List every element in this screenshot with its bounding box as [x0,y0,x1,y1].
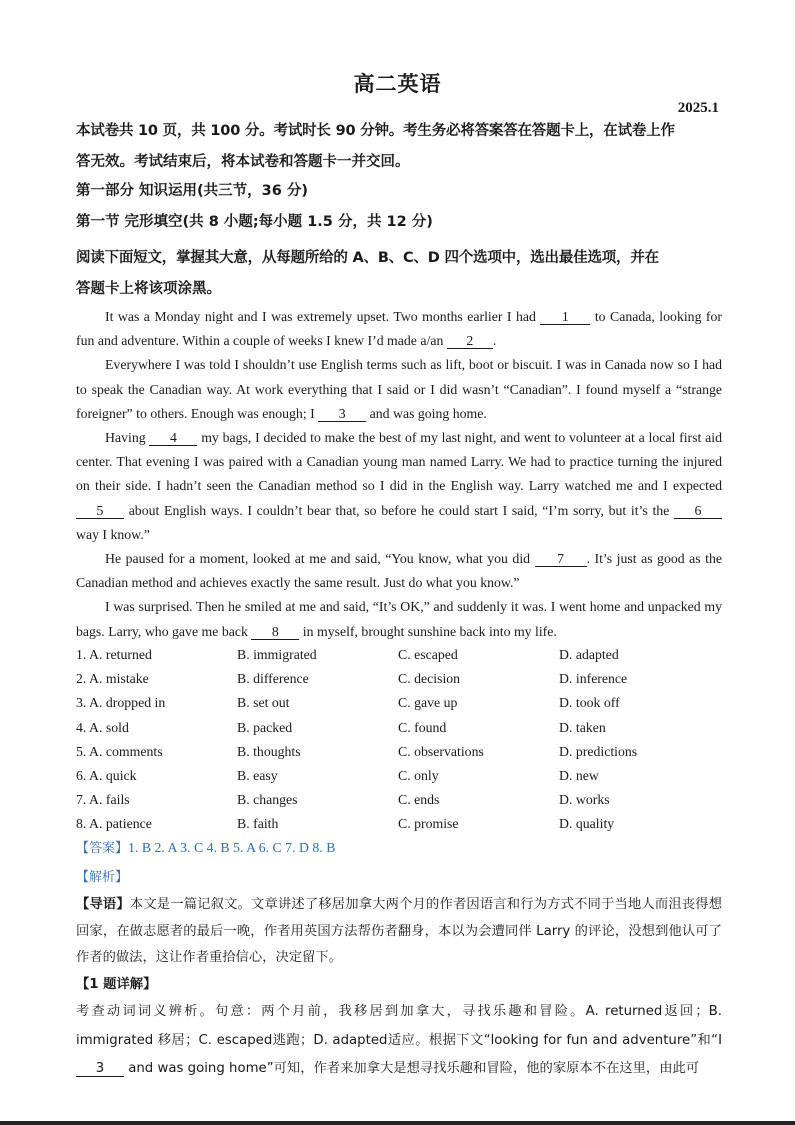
passage-paragraph [76,426,722,547]
option-d: D. predictions [559,743,638,759]
option-a: 3. A. dropped in [76,695,166,711]
option-d: D. taken [559,719,606,735]
option-c: C. only [398,768,439,784]
option-d: D. new [559,768,599,784]
option-row-7 [76,788,722,812]
options-list [76,643,722,837]
passage-text: to Canada, looking for fun and adventure. Within a couple of weeks I knew I’d made a/an [76,309,723,349]
detail-1-label: 【1 题详解】 [76,976,157,992]
passage-text: about English ways. I couldn’t bear that, so before he could start I said, “I’m sorry, but it’s the [128,502,670,518]
guide-text: 本文是一篇记叙文。文章讲述了移居加拿大两个月的作者因语言和行为方式不同于当地人而沮丧得想回家，在做志愿者的最后一晚，作者用英国方法帮伤者翻身，本以为会遭同伴 Larry 的评论，没想到他认可了作者的做法，这让作者重拾信心，决定留下。 [76,897,723,965]
answer-label: 【答案】 [76,841,129,856]
passage-text: . It’s just as good as the Canadian method and achieves exactly the same result. Just do what you know.” [76,551,722,591]
blank-6: 6 [674,503,722,519]
analysis-label: 【解析】 [76,870,129,885]
blank-7: 7 [535,551,587,567]
analysis-block [76,892,722,1084]
passage-text: I was surprised. Then he smiled at me and said, “It’s OK,” and suddenly it was. I went home and unpacked my bags. Larry, who gave me back [76,599,722,639]
detail-1-text: 考查动词词义辨析。句意：两个月前，我移居到加拿大，寻找乐趣和冒险。A. returned返回；B. immigrated 移居；C. escaped逃跑；D. adapted适应。根据下文“looking for fun and adventure”和“I [76,1004,722,1048]
detail-1-paragraph [76,998,722,1084]
option-row-6 [76,764,722,788]
option-d: D. inference [559,671,628,687]
passage-text: Having [105,430,146,446]
option-c: C. escaped [398,647,458,662]
direction-line-1: 阅读下面短文，掌握其大意，从每题所给的 A、B、C、D 四个选项中，选出最佳选项，并在 [76,250,659,266]
cloze-passage [76,305,722,644]
guide-label: 【导语】 [76,897,130,912]
option-b: B. thoughts [237,743,301,759]
passage-text: and was going home. [369,405,487,421]
option-row-4 [76,716,722,740]
option-c: C. promise [398,816,459,832]
passage-text: Everywhere I was told I shouldn’t use English terms such as lift, boot or biscuit. I was in Canada now so I had to speak the Canadian way. At work everything that I said or I did wasn’t “Canadian”. I found myself a “strange foreigner” to others. Enough was enough; I [76,357,722,421]
option-b: B. difference [237,671,309,687]
option-b: B. changes [237,792,298,808]
blank-8: 8 [251,624,299,640]
passage-text: It was a Monday night and I was extremely upset. Two months earlier I had [105,309,536,324]
option-a: 5. A. comments [76,743,163,759]
option-b: B. set out [237,695,290,711]
option-d: D. works [559,792,610,808]
option-row-3 [76,691,722,715]
blank-2: 2 [447,333,493,349]
analysis-line [76,865,722,890]
passage-text: way I know.” [76,526,150,542]
direction-line-2: 答题卡上将该项涂黑。 [76,281,221,297]
option-a: 4. A. sold [76,719,129,735]
option-c: C. found [398,719,447,735]
blank-1: 1 [540,309,590,325]
passage-paragraph [76,353,722,426]
exam-date: 2025.1 [677,100,719,116]
page-bottom-rule [0,1121,795,1125]
answer-line [76,836,722,861]
option-a: 8. A. patience [76,816,152,832]
passage-paragraph [76,305,722,353]
section-headings [76,176,722,238]
passage-text: my bags, I decided to make the best of my last night, and went to volunteer at a local first aid center. That evening I was paired with a Canadian young man named Larry. We had to practice turning the injured on their side. I hadn’t seen the Canadian method so I did in the English way. Larry watched me and I expected [76,430,722,494]
option-c: C. decision [398,671,461,687]
option-a: 6. A. quick [76,768,137,784]
instruction-line-1: 本试卷共 10 页，共 100 分。考试时长 90 分钟。考生务必将答案答在答题卡上，在试卷上作 [76,123,675,139]
option-b: B. easy [237,768,278,784]
detail-1-text: and was going home”可知，作者来加拿大是想寻找乐趣和冒险，他的家原本不在这里，由此可 [128,1061,700,1076]
passage-paragraph [76,595,722,643]
option-d: D. quality [559,816,615,832]
guide-paragraph [76,892,722,972]
option-row-8 [76,812,722,836]
option-a: 2. A. mistake [76,671,149,687]
passage-text: . [492,333,497,349]
answer-block [76,836,722,890]
detail-1-blank: 3 [76,1061,124,1077]
option-a: 1. A. returned [76,647,152,662]
passage-paragraph [76,547,722,595]
passage-text: in myself, brought sunshine back into my life. [302,623,557,639]
blank-4: 4 [149,430,197,446]
option-row-2 [76,667,722,691]
option-d: D. took off [559,695,620,711]
option-b: B. immigrated [237,647,317,662]
answer-value: 1. B 2. A 3. C 4. B 5. A 6. C 7. D 8. B [128,840,336,855]
option-a: 7. A. fails [76,792,130,808]
option-c: C. ends [398,792,440,808]
option-row-5 [76,740,722,764]
option-b: B. packed [237,719,293,735]
part-one-heading: 第一部分 知识运用(共三节，36 分) [76,183,309,199]
option-row-1 [76,643,722,667]
option-d: D. adapted [559,647,619,662]
instructions [76,116,722,177]
blank-3: 3 [318,406,366,422]
section-one-heading: 第一节 完形填空(共 8 小题;每小题 1.5 分，共 12 分) [76,214,433,230]
blank-5: 5 [76,503,124,519]
passage-text: He paused for a moment, looked at me and said, “You know, what you did [105,551,531,567]
page-title: 高二英语 [353,72,442,96]
option-c: C. observations [398,743,484,759]
option-b: B. faith [237,816,279,832]
instruction-line-2: 答无效。考试结束后，将本试卷和答题卡一并交回。 [76,154,410,170]
directions [76,243,722,305]
option-c: C. gave up [398,695,458,711]
